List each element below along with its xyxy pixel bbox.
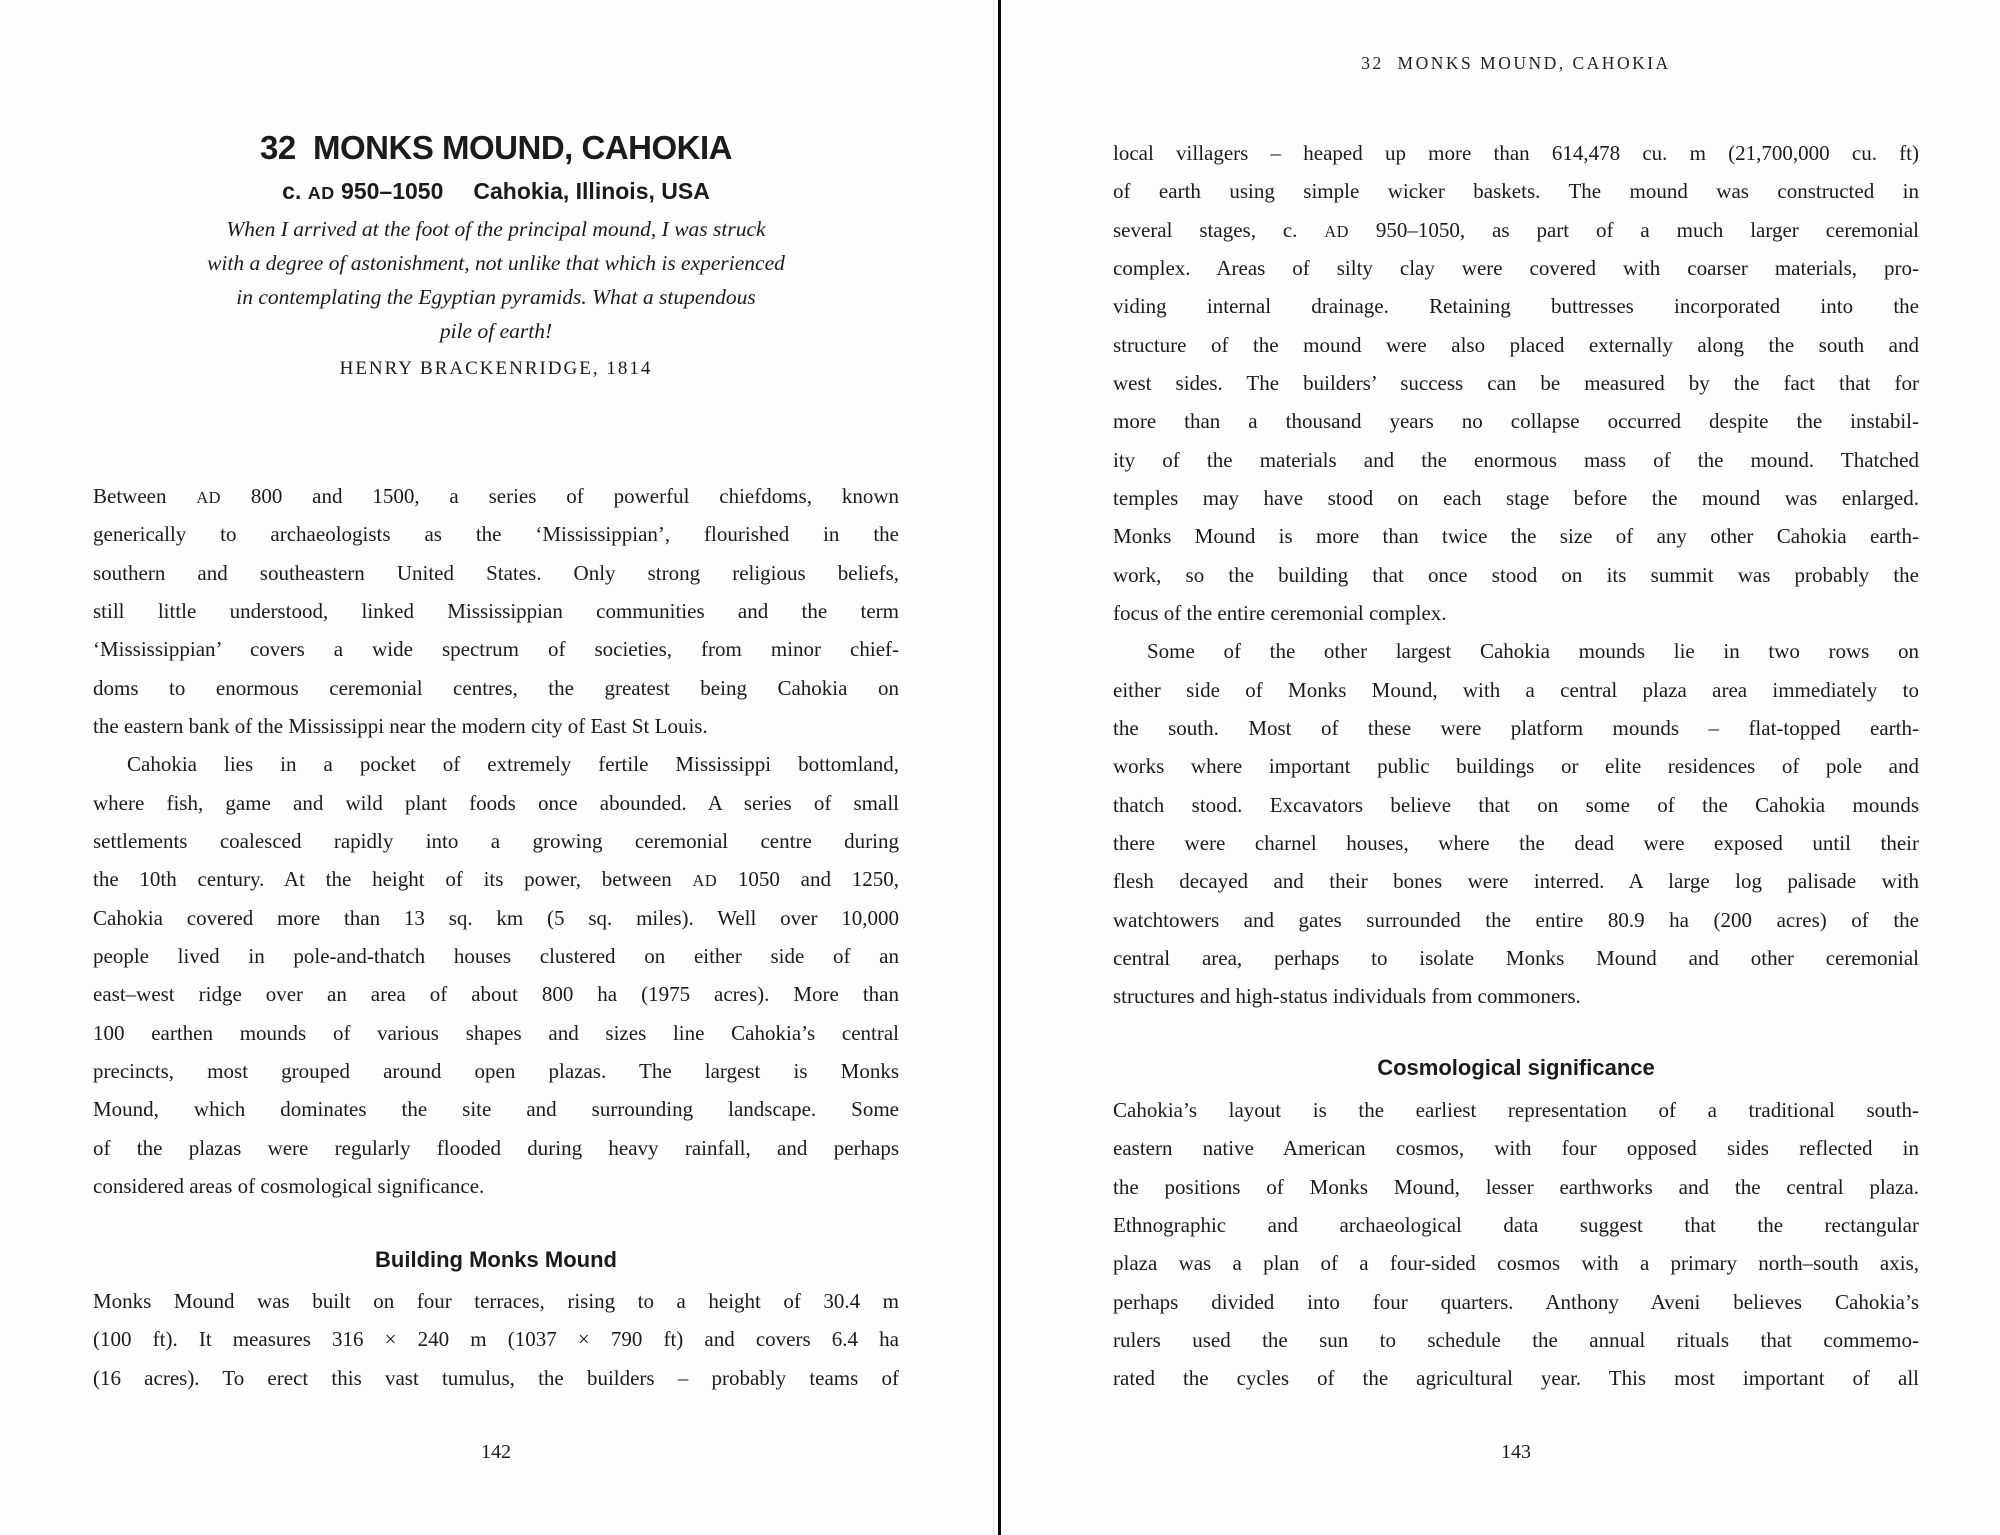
chapter-subtitle [93, 177, 899, 207]
text-line: complex. Areas of silty clay were covered with coarser materials, pro- [1113, 255, 1919, 280]
body-text-upper [1113, 134, 1919, 1016]
epigraph-line: with a degree of astonishment, not unlike that which is experienced [207, 251, 785, 275]
text-line: viding internal drainage. Retaining buttresses incorporated into the [1113, 294, 1919, 319]
text-line: temples may have stood on each stage before the mound was enlarged. [1113, 485, 1919, 510]
text-line: Cahokia lies in a pocket of extremely fertile Mississippi bottomland, [127, 752, 899, 777]
text-line: perhaps divided into four quarters. Anthony Aveni believes Cahokia’s [1113, 1289, 1919, 1314]
chapter-title: 32 MONKS MOUND, CAHOKIA [259, 129, 733, 166]
text-line: several stages, c. AD 950–1050, as part of a much larger ceremonial [1113, 217, 1919, 242]
text-line: settlements coalesced rapidly into a growing ceremonial centre during [93, 828, 899, 853]
text-line: (16 acres). To erect this vast tumulus, the builders – probably teams of [93, 1365, 899, 1390]
text-line: of earth using simple wicker baskets. The mound was constructed in [1113, 179, 1919, 204]
text-line: Monks Mound is more than twice the size of any other Cahokia earth- [1113, 524, 1919, 549]
text-line: rated the cycles of the agricultural year. This most important of all [1113, 1366, 1919, 1391]
text-line: local villagers – heaped up more than 614,478 cu. m (21,700,000 cu. ft) [1113, 141, 1919, 165]
text-line: Cahokia covered more than 13 sq. km (5 sq. miles). Well over 10,000 [93, 905, 899, 930]
chapter-location: Cahokia, Illinois, USA [473, 178, 710, 204]
text-line: focus of the entire ceremonial complex. [1113, 600, 1447, 625]
text-line: flesh decayed and their bones were interred. A large log palisade with [1113, 869, 1919, 894]
text-line: Some of the other largest Cahokia mounds lie in two rows on [1147, 639, 1919, 664]
chapter-date: c. AD 950–1050 [282, 178, 444, 204]
text-line: central area, perhaps to isolate Monks Mound and other ceremonial [1113, 945, 1919, 970]
text-line: more than a thousand years no collapse occurred despite the instabil- [1113, 409, 1919, 434]
text-line: ‘Mississippian’ covers a wide spectrum of societies, from minor chief- [93, 637, 899, 662]
text-line: east–west ridge over an area of about 800 ha (1975 acres). More than [93, 982, 899, 1007]
text-line: there were charnel houses, where the dead were exposed until their [1113, 830, 1919, 855]
text-line: Monks Mound was built on four terraces, rising to a height of 30.4 m [93, 1289, 899, 1313]
text-line: 100 earthen mounds of various shapes and sizes line Cahokia’s central [93, 1020, 899, 1045]
text-line: Mound, which dominates the site and surrounding landscape. Some [93, 1097, 899, 1122]
text-line: of the plazas were regularly flooded during heavy rainfall, and perhaps [93, 1135, 899, 1160]
body-paragraph [1113, 134, 1919, 632]
text-line: west sides. The builders’ success can be measured by the fact that for [1113, 370, 1919, 395]
page-number-right: 143 [1501, 1441, 1531, 1463]
epigraph-attribution: HENRY BRACKENRIDGE, 1814 [339, 358, 653, 379]
text-line: doms to enormous ceremonial centres, the greatest being Cahokia on [93, 675, 899, 700]
epigraph-line: When I arrived at the foot of the principal mound, I was struck [226, 217, 766, 241]
page-number-left: 142 [481, 1441, 511, 1463]
text-line: work, so the building that once stood on its summit was probably the [1113, 562, 1919, 587]
text-line: thatch stood. Excavators believe that on some of the Cahokia mounds [1113, 792, 1919, 817]
text-line: structure of the mound were also placed externally along the south and [1113, 332, 1919, 357]
body-text-lower [1113, 1091, 1919, 1398]
text-line: Ethnographic and archaeological data suggest that the rectangular [1113, 1212, 1919, 1237]
text-line: Cahokia’s layout is the earliest representation of a traditional south- [1113, 1098, 1919, 1122]
text-line: the eastern bank of the Mississippi near the modern city of East St Louis. [93, 713, 708, 738]
text-line: the 10th century. At the height of its power, between AD 1050 and 1250, [93, 867, 899, 892]
text-line: precincts, most grouped around open plazas. The largest is Monks [93, 1058, 899, 1083]
text-line: still little understood, linked Mississippian communities and the term [93, 598, 899, 623]
text-line: watchtowers and gates surrounded the entire 80.9 ha (200 acres) of the [1113, 907, 1919, 932]
text-line: where fish, game and wild plant foods once abounded. A series of small [93, 790, 899, 815]
body-text-upper [93, 477, 899, 1205]
text-line: eastern native American cosmos, with four opposed sides reflected in [1113, 1136, 1919, 1161]
text-line: considered areas of cosmological significance. [93, 1173, 485, 1198]
text-line: southern and southeastern United States. Only strong religious beliefs, [93, 560, 899, 585]
epigraph-line: in contemplating the Egyptian pyramids. What a stupendous [236, 285, 756, 309]
text-line: either side of Monks Mound, with a central plaza area immediately to [1113, 677, 1919, 702]
section-heading-building-monks-mound: Building Monks Mound [375, 1247, 617, 1272]
text-line: plaza was a plan of a four-sided cosmos with a primary north–south axis, [1113, 1251, 1919, 1276]
body-paragraph [93, 745, 899, 1205]
text-line: the south. Most of these were platform mounds – flat-topped earth- [1113, 715, 1919, 740]
text-line: ity of the materials and the enormous mass of the mound. Thatched [1113, 447, 1919, 472]
text-line: works where important public buildings or elite residences of pole and [1113, 754, 1919, 779]
text-line: rulers used the sun to schedule the annual rituals that commemo- [1113, 1327, 1919, 1352]
body-paragraph [1113, 632, 1919, 1015]
body-paragraph [93, 477, 899, 745]
right-page [1000, 0, 2000, 1535]
epigraph-line: pile of earth! [439, 319, 553, 343]
text-line: structures and high-status individuals from commoners. [1113, 984, 1581, 1009]
section-heading-cosmological-significance: Cosmological significance [1377, 1055, 1655, 1080]
text-line: generically to archaeologists as the ‘Mississippian’, flourished in the [93, 522, 899, 547]
text-line: people lived in pole-and-thatch houses clustered on either side of an [93, 943, 899, 968]
running-header: 32 MONKS MOUND, CAHOKIA [1361, 53, 1671, 73]
epigraph [93, 212, 899, 348]
text-line: (100 ft). It measures 316 × 240 m (1037 × 790 ft) and covers 6.4 ha [93, 1327, 899, 1352]
text-line: the positions of Monks Mound, lesser earthworks and the central plaza. [1113, 1174, 1919, 1199]
page-gutter-shadow [993, 0, 994, 1535]
body-paragraph [1113, 1091, 1919, 1398]
body-paragraph [93, 1282, 899, 1397]
text-line: Between AD 800 and 1500, a series of powerful chiefdoms, known [93, 484, 899, 508]
body-text-lower [93, 1282, 899, 1397]
